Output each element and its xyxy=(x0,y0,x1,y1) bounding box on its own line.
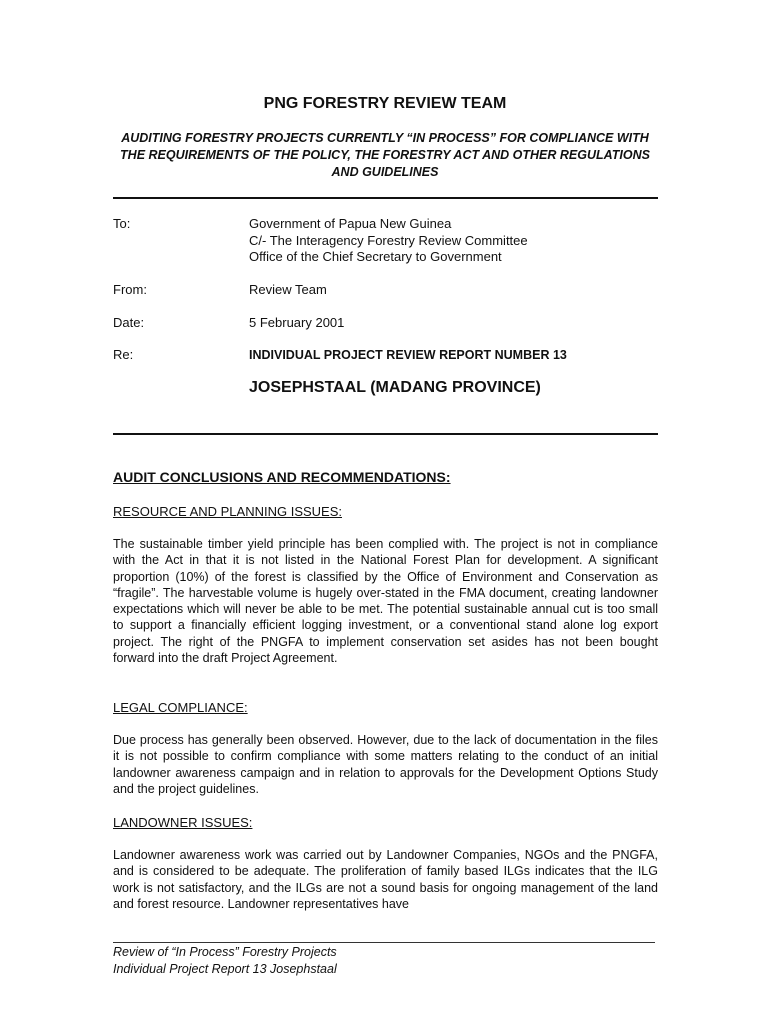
from-value: Review Team xyxy=(249,282,327,297)
re-value: INDIVIDUAL PROJECT REVIEW REPORT NUMBER 13 xyxy=(249,348,567,362)
document-title: PNG FORESTRY REVIEW TEAM xyxy=(263,95,507,112)
to-label: To: xyxy=(113,216,131,231)
project-name: JOSEPHSTAAL (MADANG PROVINCE) xyxy=(249,379,541,396)
from-label: From: xyxy=(113,282,147,297)
date-value: 5 February 2001 xyxy=(249,315,345,330)
to-line: C/- The Interagency Forestry Review Committee xyxy=(249,232,528,248)
resource-paragraph: The sustainable timber yield principle has been complied with. The project is not in compliance with the Act in that it is not listed in the National Forest Plan for development. A significant proportion (10%) of the forest is classified by the Office of Environment and Conservation as “fragile”. The harvestable volume is hugely over-stated in the FMA document, creating landowner expectations which will never be able to be met. The potential sustainable annual cut is too small to support a financially efficient logging investment, or a conventional stand alone log export project. The right of the PNGFA to implement conservation set asides has not been bought forward into the draft Project Agreement. xyxy=(113,537,658,666)
to-line: Office of the Chief Secretary to Government xyxy=(249,249,502,264)
resource-heading: RESOURCE AND PLANNING ISSUES: xyxy=(113,504,342,519)
footer-line: Review of “In Process” Forestry Projects xyxy=(113,945,337,959)
footer-line: Individual Project Report 13 Josephstaal xyxy=(113,962,337,976)
footer-divider xyxy=(113,942,655,943)
section-heading: AUDIT CONCLUSIONS AND RECOMMENDATIONS: xyxy=(113,469,451,485)
header-divider-top xyxy=(113,197,658,199)
page-footer xyxy=(113,944,337,978)
to-line: Government of Papua New Guinea xyxy=(249,216,452,231)
legal-heading: LEGAL COMPLIANCE: xyxy=(113,700,248,715)
document-subtitle: AUDITING FORESTRY PROJECTS CURRENTLY “IN PROCESS” FOR COMPLIANCE WITH THE REQUIREMENTS OF THE POLICY, THE FORESTRY ACT AND OTHER REGULATIONS AND GUIDELINES xyxy=(120,131,650,179)
date-label: Date: xyxy=(113,315,145,330)
landowner-heading: LANDOWNER ISSUES: xyxy=(113,815,253,830)
legal-paragraph: Due process has generally been observed. However, due to the lack of documentation in the files it is not possible to confirm compliance with some matters relating to the conduct of an initial landowner awareness campaign and in relation to approvals for the Development Options Study and the project guidelines. xyxy=(113,733,658,796)
landowner-paragraph: Landowner awareness work was carried out by Landowner Companies, NGOs and the PNGFA, and is considered to be adequate. The proliferation of family based ILGs indicates that the ILG work is not satisfactory, and the ILGs are not a sound basis for ongoing management of the land and forest resource. Landowner representatives have xyxy=(113,848,658,911)
to-value xyxy=(249,216,528,266)
re-label: Re: xyxy=(113,347,134,362)
header-divider-bottom xyxy=(113,433,658,435)
